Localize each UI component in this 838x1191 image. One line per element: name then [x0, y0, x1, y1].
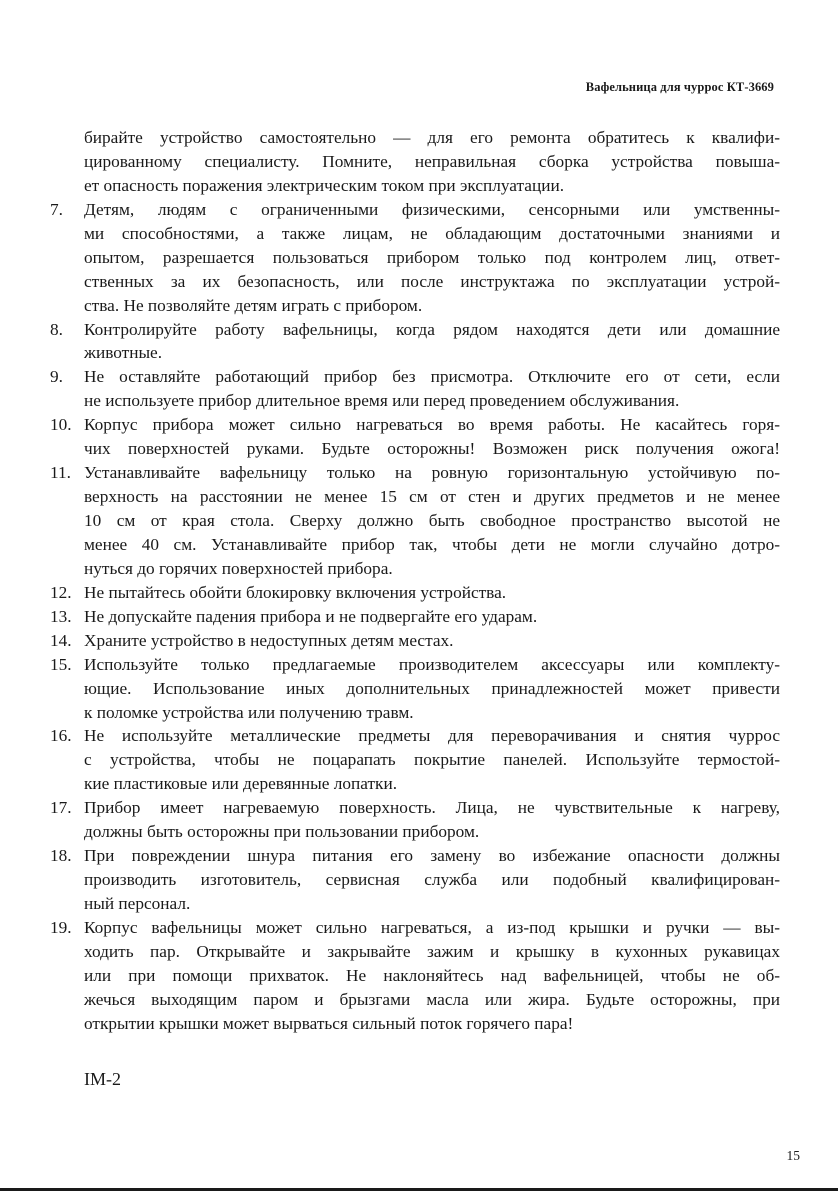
line-text: должны быть осторожны при пользовании прибором. — [84, 822, 480, 842]
item-number: 15. — [50, 654, 72, 674]
text-line — [50, 868, 780, 892]
item-number — [50, 748, 84, 772]
text-line — [50, 270, 780, 294]
text-line — [50, 796, 780, 820]
item-number — [50, 341, 84, 365]
line-text: не используете прибор длительное время или перед проведением обслуживания. — [84, 391, 680, 411]
line-text: опытом, разрешается пользоваться прибором только под контролем лиц, ответ- — [84, 247, 780, 267]
text-line — [50, 916, 780, 940]
item-number: 10. — [50, 415, 72, 435]
item-number — [50, 294, 84, 318]
item-number — [50, 126, 84, 150]
item-number — [50, 174, 84, 198]
text-line — [50, 126, 780, 150]
text-line — [50, 509, 780, 533]
text-line — [50, 844, 780, 868]
text-line — [50, 1012, 780, 1036]
item-number — [50, 270, 84, 294]
item-number — [50, 677, 84, 701]
item-number — [50, 1012, 84, 1036]
item-number — [50, 509, 84, 533]
text-line — [50, 413, 780, 437]
line-text: При повреждении шнура питания его замену во избежание опасности должны — [84, 846, 780, 866]
item-number: 12. — [50, 582, 72, 602]
line-text: Не оставляйте работающий прибор без присмотра. Отключите его от сети, если — [84, 367, 780, 387]
text-line — [50, 988, 780, 1012]
text-line — [50, 748, 780, 772]
item-number: 8. — [50, 319, 63, 339]
line-text: жечься выходящим паром и брызгами масла или жира. Будьте осторожны, при — [84, 989, 780, 1009]
item-number — [50, 964, 84, 988]
item-number: 19. — [50, 917, 72, 937]
item-number — [50, 701, 84, 725]
text-line — [50, 198, 780, 222]
line-text: к поломке устройства или получению травм. — [84, 702, 414, 722]
item-number — [50, 557, 84, 581]
text-line — [50, 437, 780, 461]
text-line — [50, 341, 780, 365]
line-text: ми способностями, а также лицам, не обладающим достаточными знаниями и — [84, 223, 780, 243]
item-number — [50, 246, 84, 270]
line-text: кие пластиковые или деревянные лопатки. — [84, 774, 398, 794]
line-text: открытии крышки может вырваться сильный поток горячего пара! — [84, 1013, 574, 1033]
line-text: Контролируйте работу вафельницы, когда рядом находятся дети или домашние — [84, 319, 780, 339]
item-number — [50, 772, 84, 796]
line-text: чих поверхностей руками. Будьте осторожны! Возможен риск получения ожога! — [84, 439, 780, 459]
line-text: ства. Не позволяйте детям играть с прибором. — [84, 295, 423, 315]
text-line — [50, 150, 780, 174]
text-line — [50, 701, 780, 725]
line-text: ходить пар. Открывайте и закрывайте зажим и крышку в кухонных рукавицах — [84, 941, 780, 961]
item-number: 18. — [50, 846, 72, 866]
text-line — [50, 318, 780, 342]
line-text: бирайте устройство самостоятельно — для его ремонта обратитесь к квалифи- — [84, 128, 780, 147]
item-number: 11. — [50, 463, 71, 483]
line-text: Устанавливайте вафельницу только на ровную горизонтальную устойчивую по- — [84, 463, 780, 483]
document-code: IM-2 — [84, 1069, 121, 1089]
item-number: 13. — [50, 606, 72, 626]
line-text: верхность на расстоянии не менее 15 см от стен и других предметов и не менее — [84, 487, 780, 507]
text-line — [50, 724, 780, 748]
text-line — [50, 174, 780, 198]
line-text: Корпус прибора может сильно нагреваться во время работы. Не касайтесь горя- — [84, 415, 780, 435]
text-line — [50, 461, 780, 485]
line-text: ет опасность поражения электрическим током при эксплуатации. — [84, 175, 565, 195]
line-text: цированному специалисту. Помните, неправильная сборка устройства повыша- — [84, 151, 780, 171]
text-line — [50, 629, 780, 653]
item-number — [50, 150, 84, 174]
item-number: 9. — [50, 367, 63, 387]
line-text: или при помощи прихваток. Не наклоняйтесь над вафельницей, чтобы не об- — [84, 965, 780, 985]
line-text: производить изготовитель, сервисная служба или подобный квалифицирован- — [84, 870, 780, 890]
text-line — [50, 365, 780, 389]
item-number: 16. — [50, 726, 72, 746]
item-number — [50, 485, 84, 509]
line-text: Не пытайтесь обойти блокировку включения устройства. — [84, 582, 507, 602]
line-text: менее 40 см. Устанавливайте прибор так, чтобы дети не могли случайно дотро- — [84, 534, 780, 554]
line-text: Корпус вафельницы может сильно нагреваться, а из-под крышки и ручки — вы- — [84, 917, 780, 937]
item-number — [50, 868, 84, 892]
text-line — [50, 964, 780, 988]
text-line — [50, 246, 780, 270]
line-text: с устройства, чтобы не поцарапать покрытие панелей. Используйте термостой- — [84, 750, 780, 770]
text-line — [50, 892, 780, 916]
line-text: Прибор имеет нагреваемую поверхность. Лица, не чувствительные к нагреву, — [84, 798, 780, 818]
item-number: 14. — [50, 630, 72, 650]
line-text: Храните устройство в недоступных детям местах. — [84, 630, 454, 650]
text-line — [50, 677, 780, 701]
item-number: 17. — [50, 798, 72, 818]
line-text: ный персонал. — [84, 894, 191, 913]
line-text: Не используйте металлические предметы для переворачивания и снятия чуррос — [84, 726, 780, 746]
text-line — [50, 940, 780, 964]
item-number — [50, 892, 84, 916]
text-line — [50, 389, 780, 413]
text-line — [50, 581, 780, 605]
text-line — [50, 533, 780, 557]
item-number — [50, 988, 84, 1012]
line-text: ственных за их безопасность, или после инструктажа по эксплуатации устрой- — [84, 271, 780, 291]
line-text: нуться до горячих поверхностей прибора. — [84, 558, 393, 578]
line-text: Детям, людям с ограниченными физическими, сенсорными или умственны- — [84, 199, 780, 219]
item-number — [50, 389, 84, 413]
item-number — [50, 820, 84, 844]
text-line — [50, 557, 780, 581]
text-line — [50, 605, 780, 629]
line-text: животные. — [84, 343, 163, 363]
document-body — [50, 126, 780, 1036]
text-line — [50, 294, 780, 318]
item-number — [50, 533, 84, 557]
line-text: ющие. Использование иных дополнительных принадлежностей может привести — [84, 678, 780, 698]
item-number — [50, 437, 84, 461]
text-line — [50, 820, 780, 844]
text-line — [50, 772, 780, 796]
text-line — [50, 485, 780, 509]
text-line — [50, 222, 780, 246]
line-text: Используйте только предлагаемые производителем аксессуары или комплекту- — [84, 654, 780, 674]
page-number: 15 — [786, 1148, 800, 1163]
item-number — [50, 222, 84, 246]
item-number — [50, 940, 84, 964]
line-text: 10 см от края стола. Сверху должно быть свободное пространство высотой не — [84, 511, 780, 530]
line-text: Не допускайте падения прибора и не подвергайте его ударам. — [84, 606, 538, 626]
running-header: Вафельница для чуррос КТ-3669 — [585, 80, 774, 94]
text-line — [50, 653, 780, 677]
item-number: 7. — [50, 199, 63, 219]
